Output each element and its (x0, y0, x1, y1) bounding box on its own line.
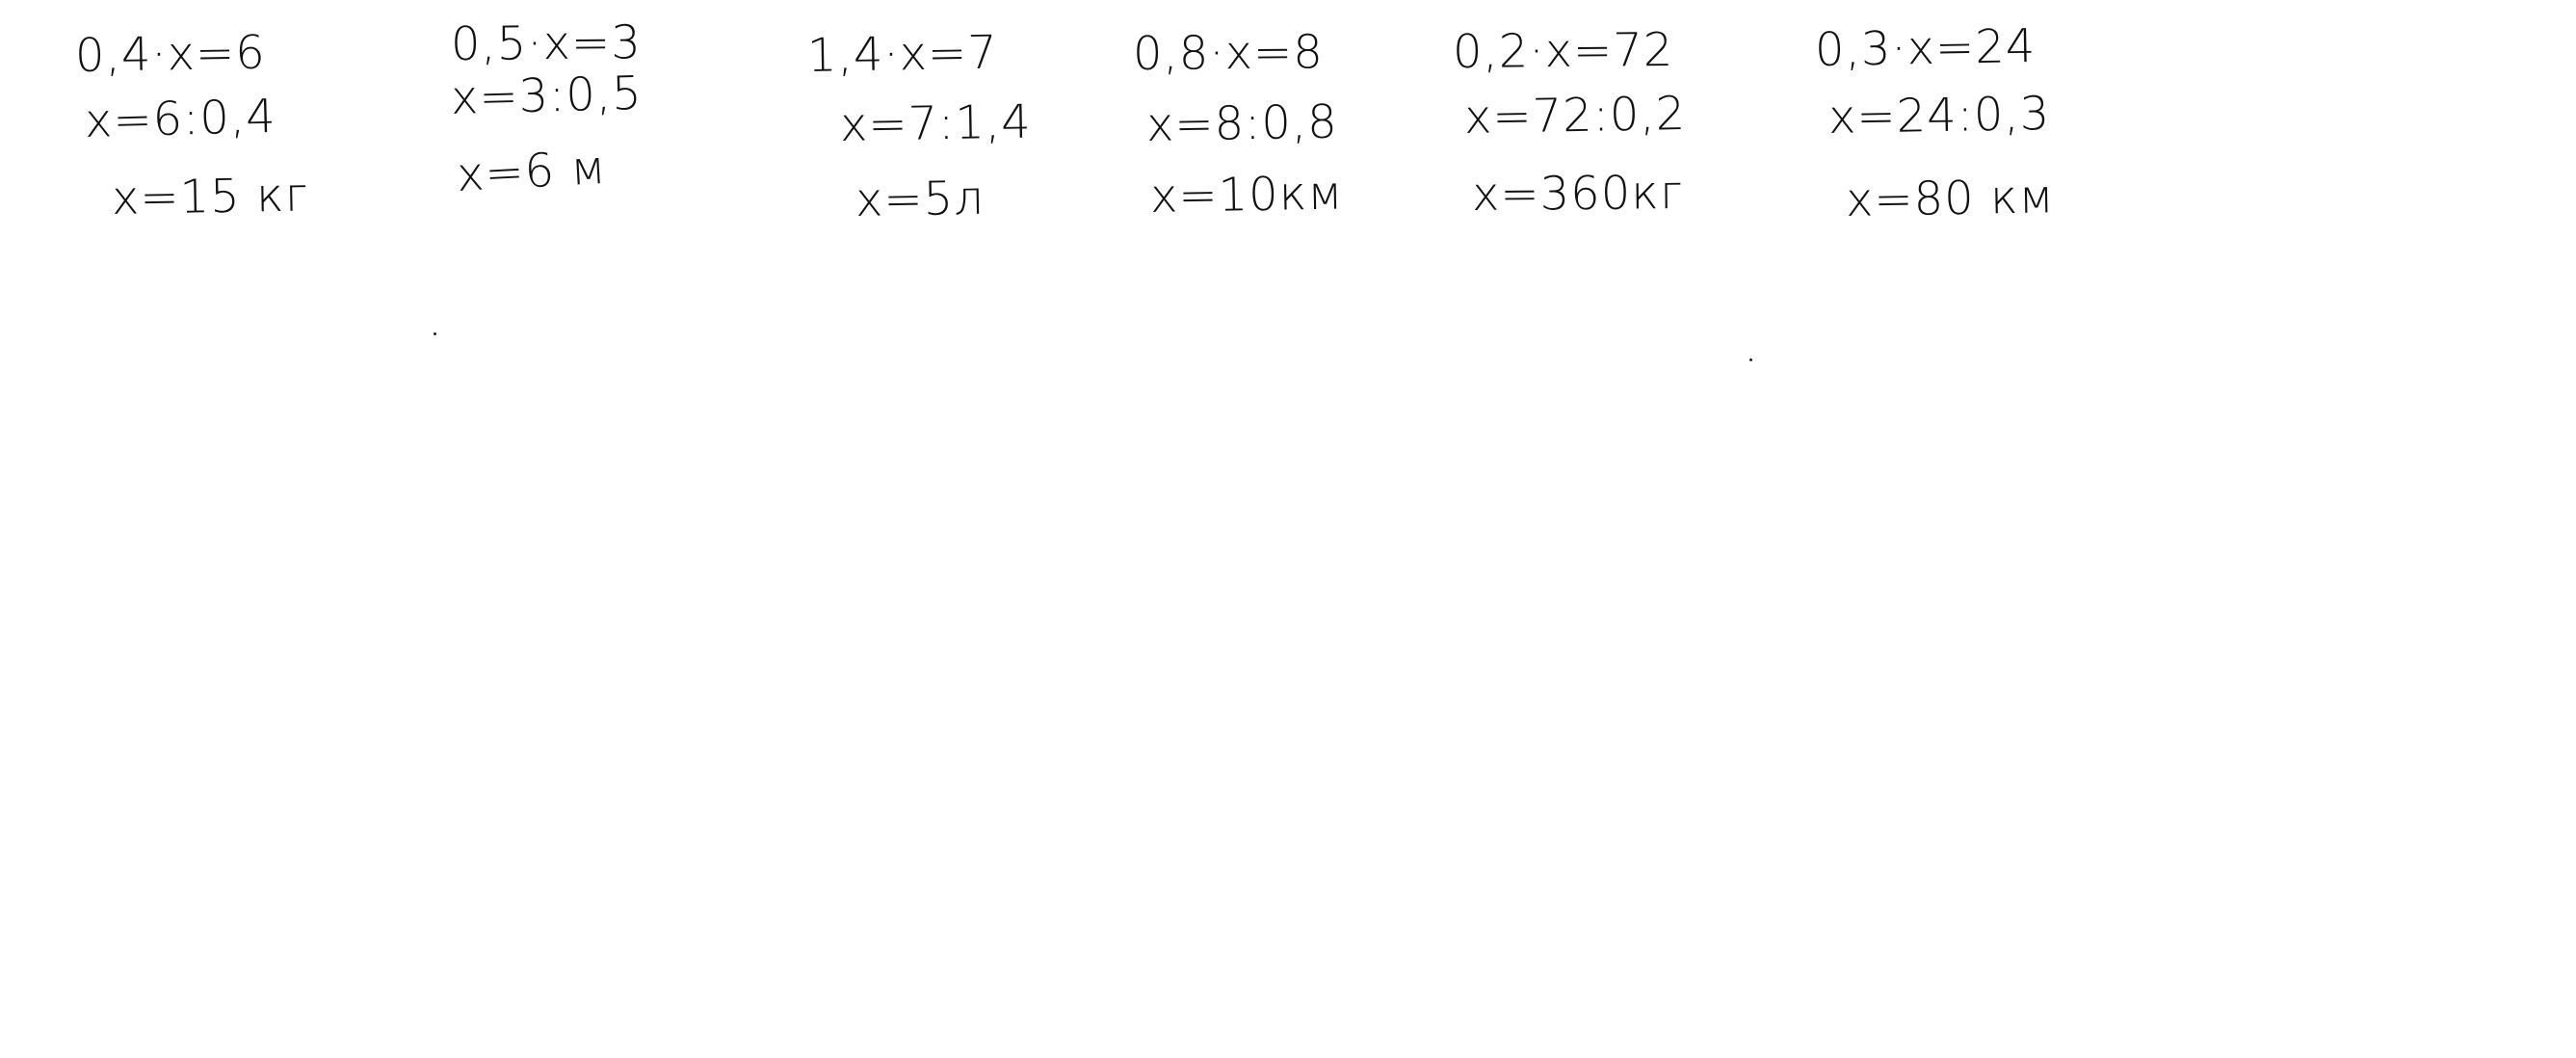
equation-line: 0,4·x=6 (74, 25, 267, 83)
equation-line: 0,2·x=72 (1452, 23, 1674, 79)
division-line: x=6:0,4 (84, 89, 277, 148)
answer-line: x=15 кг (111, 168, 309, 225)
equation-line: 0,3·x=24 (1814, 19, 2037, 77)
division-line: x=7:1,4 (839, 94, 1033, 152)
stray-dot (1749, 358, 1752, 361)
answer-line: x=6 м (455, 140, 608, 202)
answer-line: x=360кг (1471, 166, 1684, 222)
equation-line: 1,4·x=7 (806, 25, 999, 83)
equation-line: 0,5·x=3 (450, 15, 643, 71)
division-line: x=8:0,8 (1145, 94, 1339, 152)
stray-dot (434, 332, 436, 335)
division-line: x=72:0,2 (1463, 86, 1687, 145)
equation-line: 0,8·x=8 (1132, 25, 1325, 81)
division-line: x=3:0,5 (450, 66, 644, 125)
answer-line: x=10км (1149, 166, 1344, 224)
answer-line: x=5л (854, 171, 986, 227)
answer-line: x=80 км (1845, 170, 2056, 227)
division-line: x=24:0,3 (1827, 86, 2051, 145)
